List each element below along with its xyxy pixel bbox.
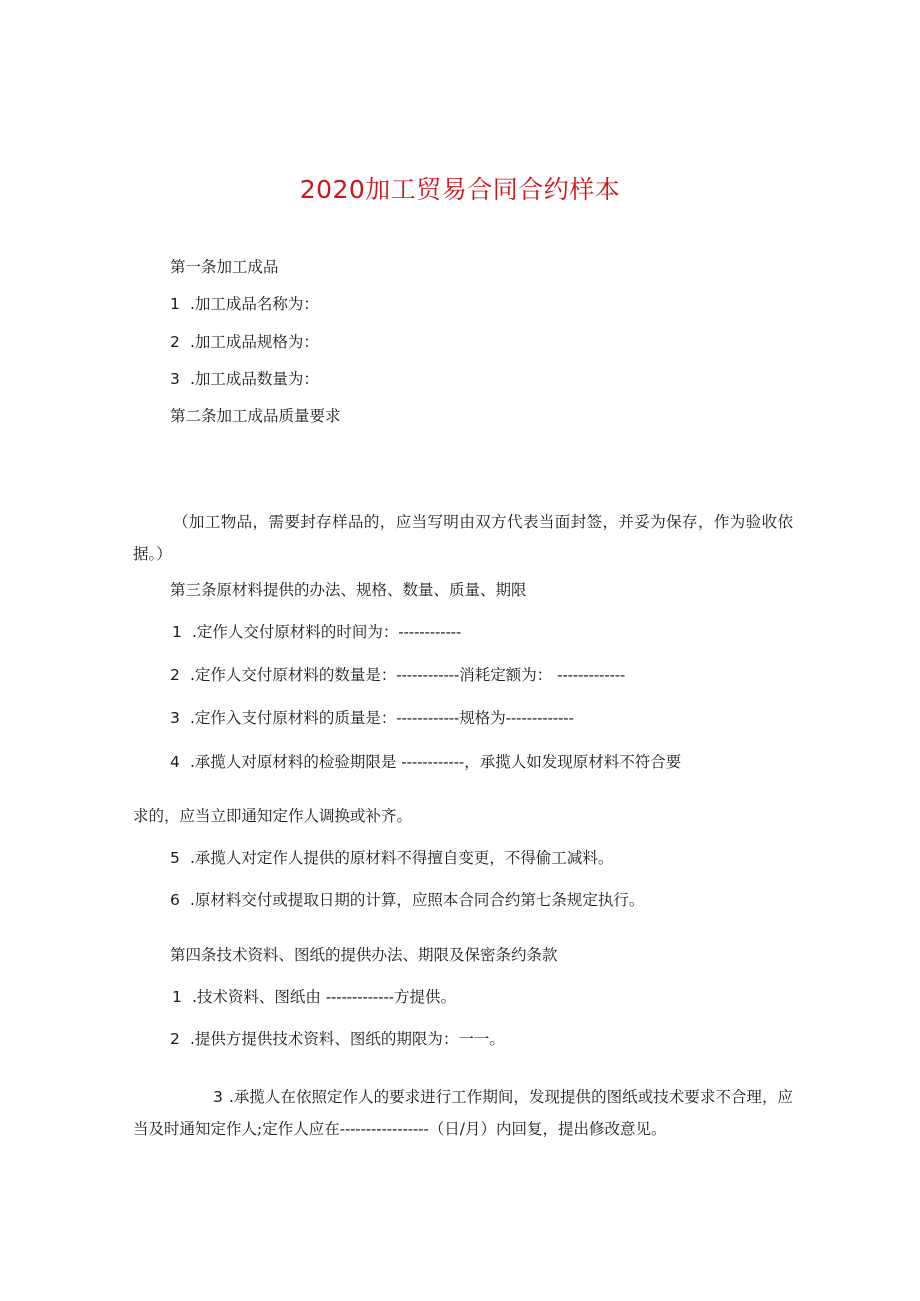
item-text: .加工成品数量为： [190,370,319,388]
item-number: 1 [172,623,182,641]
document-title: 2020加工贸易合同合约样本 [299,175,621,204]
item-number: 3 [170,370,180,388]
article-3-item-1 [172,622,461,642]
item-text: .提供方提供技术资料、图纸的期限为：一一。 [190,1030,505,1048]
item-number: 6 [170,891,180,909]
article-1-item-3 [170,369,319,389]
article-3-item-3 [170,708,574,728]
article-3-item-4-continuation: 求的，应当立即通知定作人调换或补齐。 [133,807,413,825]
article-3-item-4 [170,752,681,772]
article-3-item-6 [170,890,644,910]
item-text: .加工成品名称为： [190,295,319,313]
item-text: .承揽人对定作人提供的原材料不得擅自变更，不得偷工减料。 [190,849,614,867]
item-number: 2 [170,666,180,684]
article-3-heading: 第三条原材料提供的办法、规格、数量、质量、期限 [170,581,527,599]
article-2-note: （加工物品，需要封存样品的，应当写明由双方代表当面封签，并妥为保存，作为验收依据。） [133,513,793,563]
article-4-item-1 [172,987,456,1007]
article-1-heading: 第一条加工成品 [170,258,279,276]
article-1-item-2 [170,332,319,352]
item-text: .定作人交付原材料的时间为：------------ [192,623,462,641]
item-number: 1 [170,295,180,313]
item-number: 5 [170,849,180,867]
item-number: 1 [172,988,182,1006]
item-number: 3 [213,1088,223,1106]
item-text: .承揽人对原材料的检验期限是 ------------，承揽人如发现原材料不符合要 [190,753,682,771]
item-text: .加工成品规格为： [190,333,319,351]
item-text: .原材料交付或提取日期的计算，应照本合同合约第七条规定执行。 [190,891,645,909]
item-text: .承揽人在依照定作人的要求进行工作期间，发现提供的图纸或技术要求不合理，应当及时通知定作人;定作人应在-----------------（日/月）内回复，提出修改意见。 [133,1088,793,1138]
article-4-heading: 第四条技术资料、图纸的提供办法、期限及保密条约条款 [170,946,558,964]
item-number: 2 [170,333,180,351]
item-text: .定作入支付原材料的质量是：------------规格为------------- [190,709,574,727]
article-2-heading: 第二条加工成品质量要求 [170,407,341,425]
article-4-item-2 [170,1029,505,1049]
item-number: 2 [170,1030,180,1048]
article-4-item-3 [133,1081,793,1145]
article-3-item-2 [170,665,625,685]
item-text: .定作人交付原材料的数量是：------------消耗定额为： ------------- [190,666,626,684]
item-number: 4 [170,753,180,771]
item-text: .技术资料、图纸由 -------------方提供。 [192,988,456,1006]
item-number: 3 [170,709,180,727]
article-1-item-1 [170,294,319,314]
article-3-item-5 [170,848,613,868]
